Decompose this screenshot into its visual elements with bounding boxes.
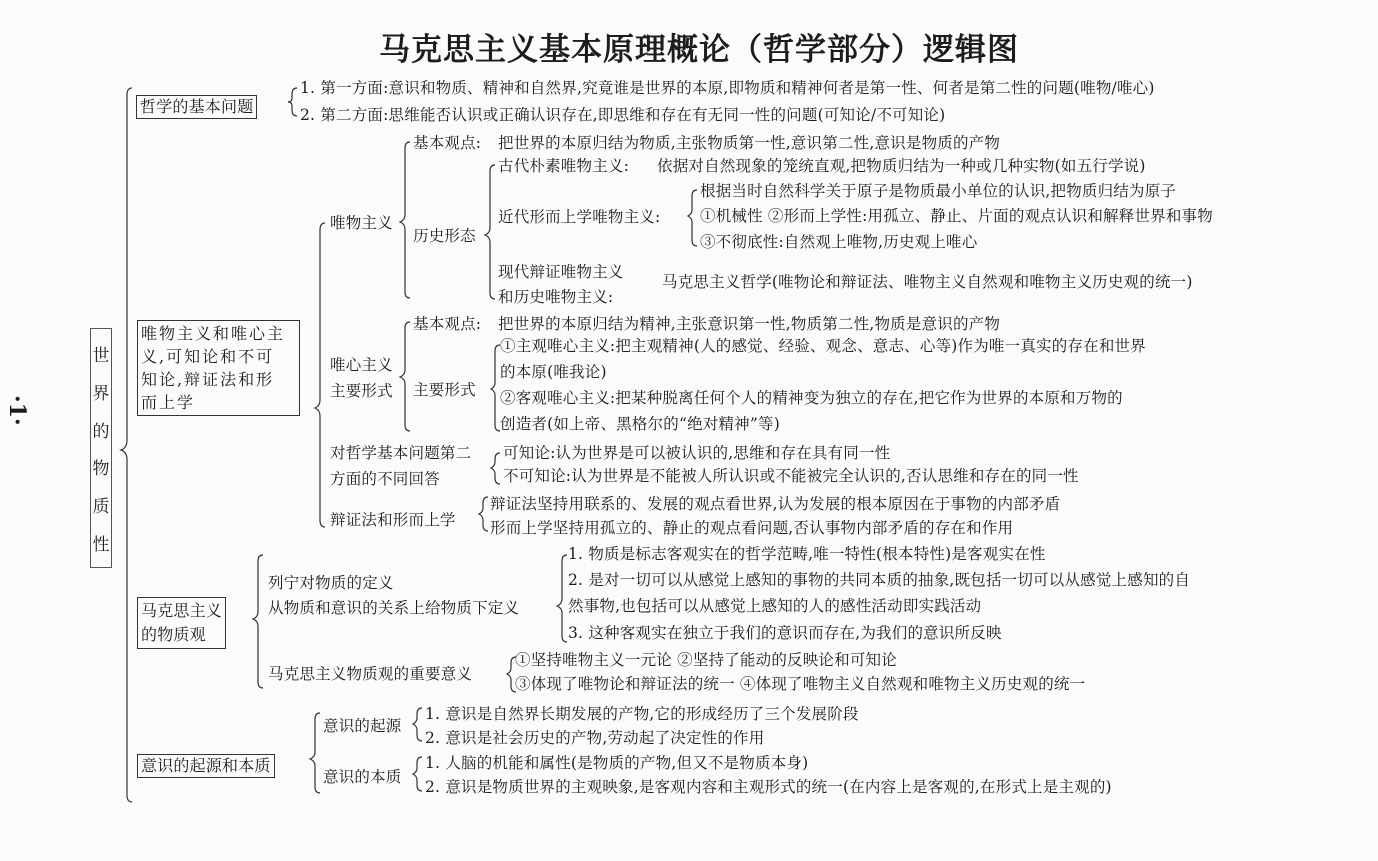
materialism-basic-view-label: 基本观点: [413,134,482,152]
idealism-form-line: ①主观唯心主义:把主观精神(人的感觉、经验、观念、意志、心等)作为唯一真实的存在和世界 [500,337,1146,355]
node-materialism-idealism [137,320,300,416]
modern-meta-item: 根据当时自然科学关于原子是物质最小单位的认识,把物质归结为原子 [700,182,1177,200]
significance-label: 马克思主义物质观的重要意义 [268,665,473,683]
consciousness-origin-item: 1. 意识是自然界长期发展的产物,它的形成经历了三个发展阶段 [425,705,859,723]
node-idealism-line-2: 主要形式 [330,382,393,400]
node-label-line: 知论,辩证法和形 [141,370,275,389]
node-history-forms: 历史形态 [413,227,476,245]
consciousness-essence-item: 2. 意识是物质世界的主观映象,是客观内容和主观形式的统一(在内容上是客观的,在形式上是主观的) [425,778,1112,796]
page-number: ·1· [4,395,30,426]
knowability-item: 可知论:认为世界是可以被认识的,思维和存在具有同一性 [503,444,891,462]
dialectical-materialism-text: 马克思主义哲学(唯物论和辩证法、唯物主义自然观和唯物主义历史观的统一) [662,273,1193,291]
root-char: 质 [92,496,110,517]
node-label-line: 义,可知论和不可 [141,347,275,366]
idealism-form-line: 创造者(如上帝、黑格尔的“绝对精神”等) [500,415,780,433]
node-marxist-matter [137,597,226,649]
node-label-line: 而上学 [141,393,196,412]
significance-line: ①坚持唯物主义一元论 ②坚持了能动的反映论和可知论 [515,651,897,669]
node-idealism-forms: 主要形式 [413,381,476,399]
materialism-basic-view: 把世界的本原归结为物质,主张物质第一性,意识第二性,意识是物质的产物 [498,134,1001,152]
lenin-definition-line: 2. 是对一切可以从感觉上感知的事物的共同本质的抽象,既包括一切可以从感觉上感知的自 [568,571,1191,589]
consciousness-origin-item: 2. 意识是社会历史的产物,劳动起了决定性的作用 [425,729,765,747]
node-materialism: 唯物主义 [330,214,393,232]
root-node-world-materiality [90,328,112,568]
node-knowability-line-2: 方面的不同回答 [330,470,440,488]
modern-meta-item: ③不彻底性:自然观上唯物,历史观上唯心 [700,233,978,251]
ancient-materialism-label: 古代朴素唯物主义: [498,157,630,175]
lenin-definition-label-2: 从物质和意识的关系上给物质下定义 [268,599,520,617]
node-consciousness-essence: 意识的本质 [323,768,402,786]
modern-metaphysical-materialism-label: 近代形而上学唯物主义: [498,208,661,226]
dialectics-item: 形而上学坚持用孤立的、静止的观点看问题,否认事物内部矛盾的存在和作用 [490,519,1014,537]
lenin-definition-line: 然事物,也包括可以从感觉上感知的人的感性活动即实践活动 [568,597,982,615]
node-consciousness-origin: 意识的起源 [323,717,402,735]
lenin-definition-line: 3. 这种客观实在独立于我们的意识而存在,为我们的意识所反映 [568,624,1002,642]
root-char: 世 [92,346,110,367]
idealism-form-line: 的本原(唯我论) [500,363,607,381]
lenin-definition-label-1: 列宁对物质的定义 [268,574,394,592]
node-label-line: 马克思主义 [141,601,223,620]
node-label-line: 的物质观 [141,625,206,644]
modern-meta-item: ①机械性 ②形而上学性:用孤立、静止、片面的观点认识和解释世界和事物 [700,207,1213,225]
diagram-title: 马克思主义基本原理概论（哲学部分）逻辑图 [379,32,1019,68]
root-char: 物 [92,459,110,480]
basic-question-item-2: 2. 第二方面:思维能否认识或正确认识存在,即思维和存在有无同一性的问题(可知论/不可知论) [300,106,946,124]
root-char: 性 [92,534,110,555]
ancient-materialism-text: 依据对自然现象的笼统直观,把物质归结为一种或几种实物(如五行学说) [657,157,1146,175]
node-idealism-line-1: 唯心主义 [330,356,393,374]
idealism-basic-view: 把世界的本原归结为精神,主张意识第一性,物质第二性,物质是意识的产物 [498,315,1001,333]
root-char: 的 [92,421,110,442]
idealism-basic-view-label: 基本观点: [413,315,482,333]
dialectics-item: 辩证法坚持用联系的、发展的观点看世界,认为发展的根本原因在于事物的内部矛盾 [490,495,1061,513]
basic-question-item-1: 1. 第一方面:意识和物质、精神和自然界,究竟谁是世界的本原,即物质和精神何者是第一性、何者是第二性的问题(唯物/唯心) [300,79,1155,97]
root-char: 界 [92,383,110,404]
node-knowability-line-1: 对哲学基本问题第二 [330,444,472,462]
dialectical-materialism-label-2: 和历史唯物主义: [498,288,614,306]
knowability-item: 不可知论:认为世界是不能被人所认识或不能被完全认识的,否认思维和存在的同一性 [503,467,1079,485]
lenin-definition-line: 1. 物质是标志客观实在的哲学范畴,唯一特性(根本特性)是客观实在性 [568,545,1046,563]
node-basic-question: 哲学的基本问题 [136,95,257,119]
node-dialectics: 辩证法和形而上学 [330,511,456,529]
significance-line: ③体现了唯物论和辩证法的统一 ④体现了唯物主义自然观和唯物主义历史观的统一 [515,675,1086,693]
idealism-form-line: ②客观唯心主义:把某种脱离任何个人的精神变为独立的存在,把它作为世界的本原和万物的 [500,389,1123,407]
node-consciousness: 意识的起源和本质 [137,754,275,778]
dialectical-materialism-label-1: 现代辩证唯物主义 [498,263,624,281]
consciousness-essence-item: 1. 人脑的机能和属性(是物质的产物,但又不是物质本身) [425,754,809,772]
node-label-line: 唯物主义和唯心主 [141,324,286,343]
